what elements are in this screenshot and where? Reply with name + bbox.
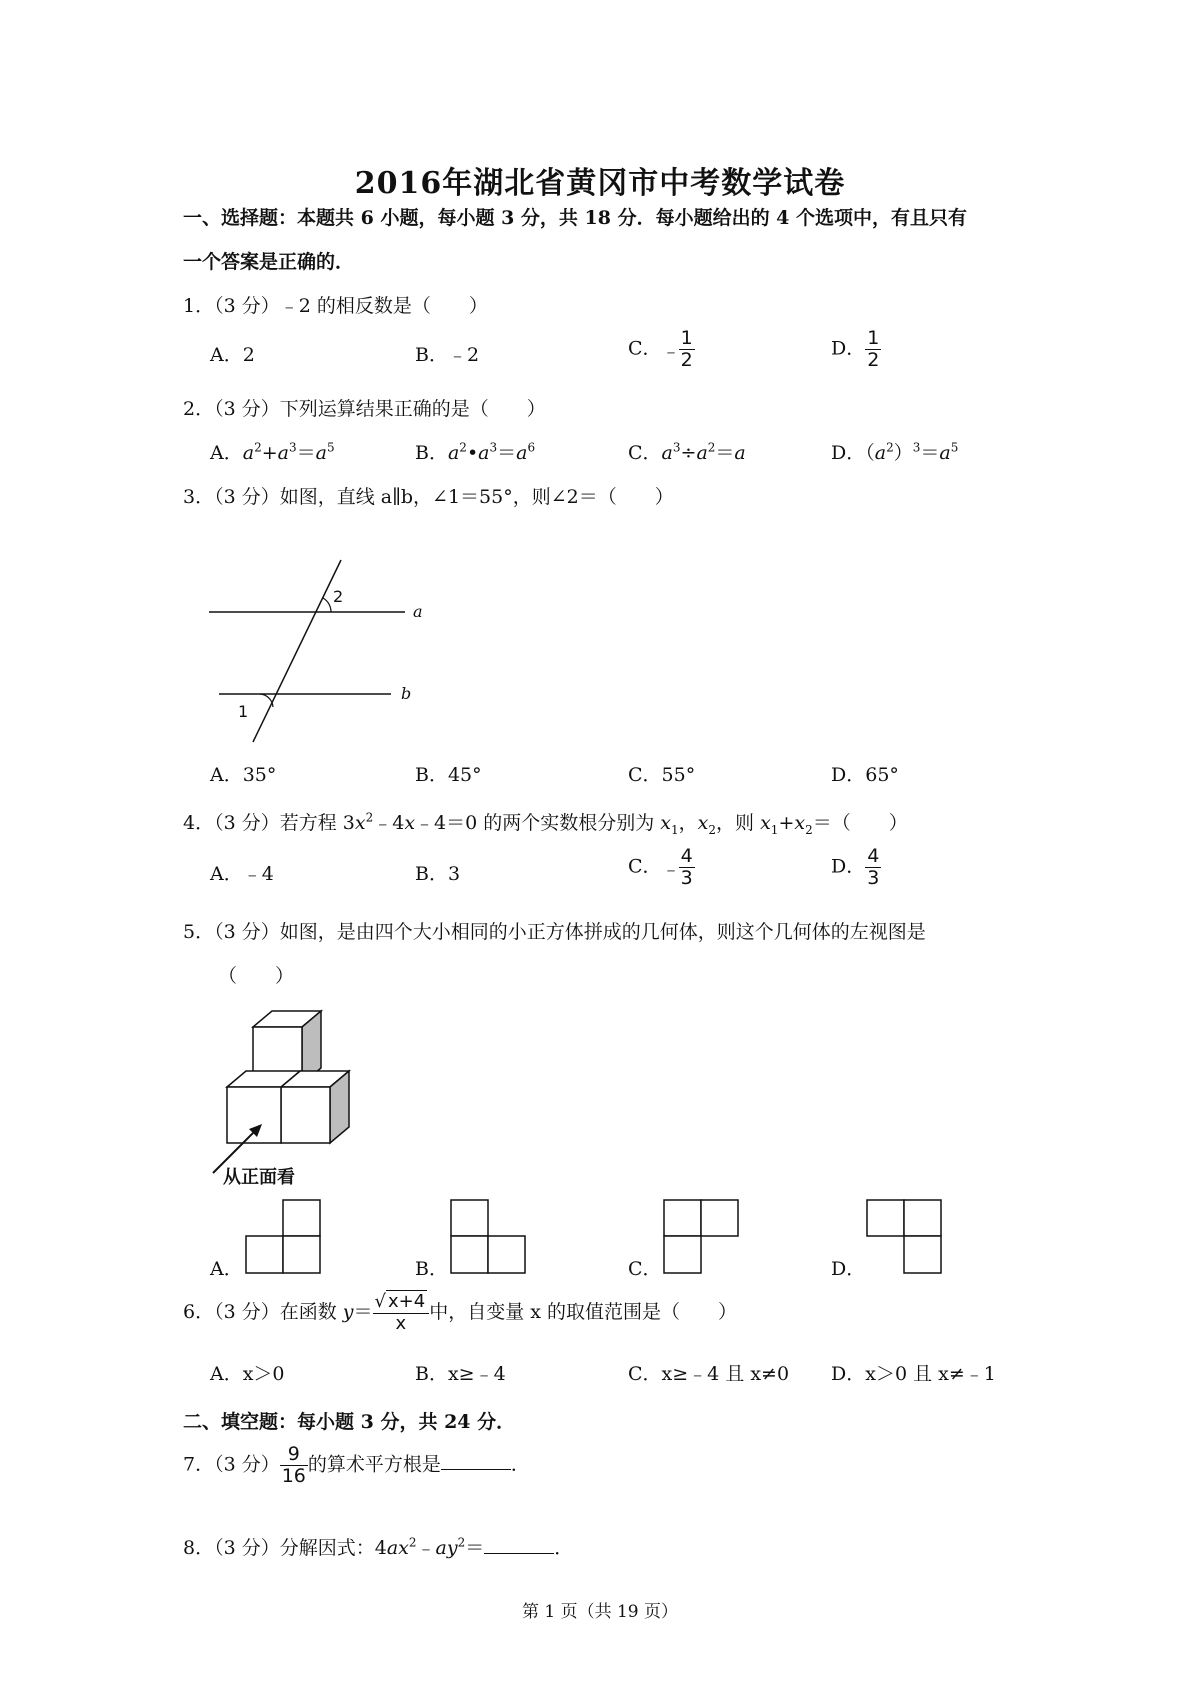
q7-stem: 7．（3 分） $\frac{9}{16}$ 的算术平方根是 ． — [183, 1443, 530, 1487]
q7-prefix: 7．（3 分） — [183, 1453, 280, 1476]
q8-stem: 8．（3 分）分解因式：$4ax^2﹣ay^2=$ ． — [183, 1535, 574, 1559]
q2-option-c: C．$a^3\div a^2=a$ — [628, 440, 746, 464]
q7-answer-blank — [441, 1453, 511, 1470]
q1-option-c-numerator: 1 — [680, 327, 693, 349]
q5-option-d-label: D． — [831, 1258, 866, 1280]
q5-cube-solid-figure — [205, 1005, 365, 1185]
q1-option-b: B．﹣2 — [415, 344, 480, 366]
q6-option-b: B．x≥﹣4 — [415, 1363, 506, 1385]
q3-parallel-lines-figure — [205, 560, 445, 742]
q6-function-denominator: x — [395, 1312, 407, 1334]
q5-option-a-label: A． — [210, 1258, 243, 1280]
q4-option-c — [628, 846, 695, 889]
q5-option-c-view — [663, 1198, 743, 1276]
q5-bottom-left-cube-front-face — [227, 1087, 281, 1143]
q5-option-b-view — [450, 1198, 530, 1276]
q1-option-d-denominator: 2 — [867, 348, 880, 371]
page-footer: 第 1 页（共 19 页） — [521, 1602, 679, 1622]
q3-option-c: C．55° — [628, 764, 696, 786]
q5-stem-line1: 5．（3 分）如图，是由四个大小相同的小正方体拼成的几何体，则这个几何体的左视图是 — [183, 921, 926, 943]
q8-answer-blank — [484, 1537, 554, 1554]
q3-transversal — [253, 560, 344, 742]
q3-option-a: A．35° — [210, 764, 277, 786]
q6-stem-suffix: 中，自变量 x 的取值范围是（ ） — [429, 1301, 737, 1324]
q4-option-d-label: D． — [831, 855, 866, 878]
section1-heading-line2: 一个答案是正确的． — [183, 251, 355, 273]
q7-denominator: 16 — [281, 1464, 306, 1487]
q4-option-d-fraction — [865, 846, 881, 889]
q3-option-b: B．45° — [415, 764, 482, 786]
q2-option-c-label: C． — [628, 442, 662, 464]
q6-option-c: C．x≥﹣4 且 x≠0 — [628, 1363, 790, 1385]
q3-line-b-label: b — [401, 684, 412, 703]
q5-option-a-view — [245, 1198, 325, 1276]
q1-option-d — [831, 328, 881, 371]
q2-option-a: A．$a^2+a^3=a^5$ — [210, 440, 335, 464]
q2-stem: 2．（3 分）下列运算结果正确的是（ ） — [183, 398, 546, 420]
q3-angle2-label: 2 — [333, 587, 344, 606]
q1-option-c-denominator: 2 — [680, 348, 693, 371]
q4-option-c-denominator: 3 — [680, 866, 693, 889]
q1-option-d-fraction — [865, 328, 881, 371]
q2-option-a-label: A． — [210, 442, 243, 464]
q4-option-d — [831, 846, 881, 889]
q7-fraction — [280, 1444, 308, 1487]
q4-stem: 4．（3 分）若方程 $3x^2﹣4x﹣4=0$ 的两个实数根分别为 $x_1$，$x_2$，则 $x_1+x_2=$（ ） — [183, 810, 908, 837]
q1-option-c — [628, 328, 695, 371]
q6-option-d: D．x＞0 且 x≠﹣1 — [831, 1363, 996, 1385]
q1-option-a: A．2 — [210, 344, 255, 366]
q3-angle1-label: 1 — [238, 702, 249, 721]
q6-function-numerator: √ x+4 — [373, 1292, 430, 1314]
q8-prefix: 8．（3 分）分解因式：4 — [183, 1537, 387, 1559]
q6-function-radicand: x+4 — [388, 1291, 426, 1312]
q5-option-c-label: C． — [628, 1258, 662, 1280]
q7-numerator: 9 — [280, 1444, 308, 1466]
q1-option-d-label: D． — [831, 337, 866, 360]
q6-stem: 6．（3 分）在函数 y＝ $\frac{√ x+4}{x}$中，自变量 x 的取值范围是（ ） — [183, 1291, 737, 1334]
q4-option-c-sign: ﹣ — [661, 857, 681, 880]
q5-stem-line2: （ ） — [218, 965, 295, 987]
section2-heading: 二、填空题：每小题 3 分，共 24 分． — [183, 1411, 516, 1433]
q1-stem: 1．（3 分）﹣2 的相反数是（ ） — [183, 295, 488, 317]
q1-option-c-label: C． — [628, 337, 662, 360]
q4-option-c-fraction — [679, 846, 695, 889]
q6-function-fraction — [373, 1292, 430, 1334]
q1-option-c-fraction — [679, 328, 695, 371]
q1-option-d-numerator: 1 — [867, 327, 880, 349]
q4-option-c-label: C． — [628, 855, 662, 878]
q3-angle2-arc — [323, 598, 331, 612]
q2-option-b: B．$a^2•a^3=a^6$ — [415, 440, 536, 464]
section1-heading-line1: 一、选择题：本题共 6 小题，每小题 3 分，共 18 分．每小题给出的 4 个选项中，有且只有 — [183, 207, 968, 229]
q5-option-b-label: B． — [415, 1258, 448, 1280]
q5-figure-caption: 从正面看 — [223, 1167, 295, 1188]
q6-option-a: A．x＞0 — [210, 1363, 285, 1385]
page-title: 2016年湖北省黄冈市中考数学试卷 — [354, 166, 846, 201]
q7-suffix: 的算术平方根是 — [307, 1453, 441, 1476]
q4-option-d-denominator: 3 — [867, 866, 880, 889]
q3-line-a-label: a — [413, 602, 423, 621]
q5-bottom-right-cube-front-face — [281, 1087, 330, 1143]
q4-option-d-numerator: 4 — [867, 845, 880, 867]
q5-option-d-view — [866, 1198, 946, 1276]
q3-option-d: D．65° — [831, 764, 899, 786]
q3-stem: 3．（3 分）如图，直线 a∥b，∠1＝55°，则∠2＝（ ） — [183, 486, 674, 508]
q2-option-d-label: D． — [831, 442, 866, 464]
q2-option-b-label: B． — [415, 442, 448, 464]
q4-option-c-numerator: 4 — [680, 845, 693, 867]
q4-option-a: A．﹣4 — [210, 863, 274, 885]
q1-option-c-sign: ﹣ — [661, 339, 681, 362]
q2-option-d: D．$(a^2)^3=a^5$ — [831, 440, 959, 464]
q6-stem-prefix: 6．（3 分）在函数 — [183, 1301, 343, 1324]
q4-stem-prefix: 4．（3 分）若方程 3 — [183, 812, 355, 834]
q4-option-b: B．3 — [415, 863, 461, 885]
